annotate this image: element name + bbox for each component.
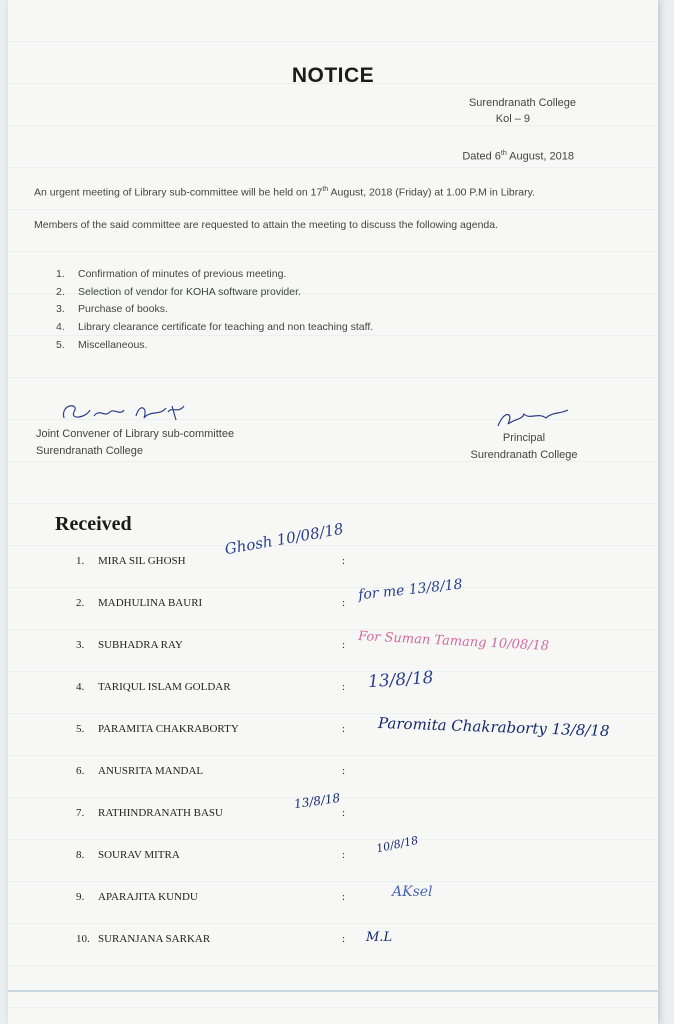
agenda-item: 3. Purchase of books. bbox=[56, 303, 168, 316]
received-row: 1. MIRA SIL GHOSH : Ghosh 10/08/18 bbox=[76, 519, 346, 567]
meeting-paragraph: An urgent meeting of Library sub-committee will be held on 17th August, 2018 (Friday) at 1.00 P.M in Library. bbox=[34, 186, 535, 199]
principal-block: Principal Surendranath College bbox=[470, 432, 578, 461]
handwritten-signature: 13/8/18 bbox=[293, 790, 342, 812]
agenda-item: 1. Confirmation of minutes of previous meeting. bbox=[56, 268, 287, 280]
members-paragraph: Members of the said committee are requested to attain the meeting to discuss the following agenda. bbox=[34, 219, 499, 231]
agenda-item: 4. Library clearance certificate for teaching and non teaching staff. bbox=[56, 321, 374, 334]
handwritten-signature: Ghosh 10/08/18 bbox=[223, 519, 345, 559]
received-heading: Received bbox=[55, 513, 132, 535]
received-row: 5. PARAMITA CHAKRABORTY : Paromita Chakraborty 13/8/18 bbox=[76, 713, 610, 741]
agenda-item: 2. Selection of vendor for KOHA software provider. bbox=[56, 285, 301, 298]
page-bottom-rule bbox=[8, 990, 658, 992]
handwritten-signature: For Suman Tamang 10/08/18 bbox=[357, 629, 550, 654]
joint-convener-block: Joint Convener of Library sub-committee Surendranath College bbox=[36, 428, 235, 457]
agenda-item: 5. Miscellaneous. bbox=[56, 338, 148, 351]
handwritten-signature: for me 13/8/18 bbox=[357, 576, 464, 604]
received-row: 2. MADHULINA BAURI : for me 13/8/18 bbox=[76, 576, 464, 609]
received-row: 6. ANUSRITA MANDAL : bbox=[76, 765, 346, 777]
received-row: 10. SURANJANA SARKAR : M.L bbox=[76, 930, 393, 945]
college-name: Surendranath College bbox=[468, 97, 576, 109]
received-row: 8. SOURAV MITRA : 10/8/18 bbox=[76, 833, 420, 861]
notice-date: Dated 6th August, 2018 bbox=[462, 150, 574, 163]
received-row: 4. TARIQUL ISLAM GOLDAR : 13/8/18 bbox=[76, 667, 435, 693]
agenda-list bbox=[56, 268, 476, 356]
handwritten-signature: M.L bbox=[366, 930, 393, 945]
college-location: Kol – 9 bbox=[495, 113, 530, 125]
received-row: 7. RATHINDRANATH BASU : 13/8/18 bbox=[76, 790, 346, 819]
handwritten-signature: 10/8/18 bbox=[375, 833, 420, 856]
received-row: 9. APARAJITA KUNDU : AKsel bbox=[76, 884, 433, 903]
handwritten-signature: 13/8/18 bbox=[367, 667, 435, 693]
handwritten-signature: AKsel bbox=[392, 884, 433, 900]
handwritten-signature: Paromita Chakraborty 13/8/18 bbox=[377, 713, 610, 741]
notice-sheet bbox=[8, 0, 658, 1024]
received-row: 3. SUBHADRA RAY : For Suman Tamang 10/08/18 bbox=[76, 629, 550, 654]
page-title: NOTICE bbox=[291, 64, 375, 87]
